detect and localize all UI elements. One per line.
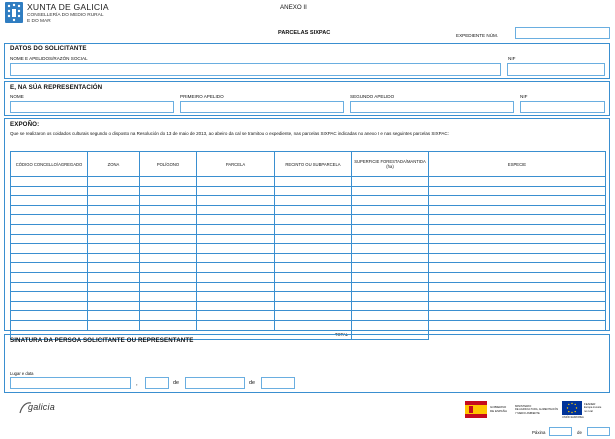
col-header-species: ESPECIE [429,152,606,177]
table-cell[interactable] [352,292,429,302]
col-header-parcel: PARCELA [197,152,275,177]
table-cell[interactable] [88,320,140,330]
galicia-logo [18,401,78,415]
table-cell[interactable] [429,311,606,321]
annex-title: ANEXO II [280,4,307,11]
table-row [11,272,606,282]
table-cell[interactable] [11,177,88,187]
table-cell[interactable] [197,253,275,263]
table-cell[interactable] [88,205,140,215]
table-cell[interactable] [11,186,88,196]
table-cell[interactable] [352,282,429,292]
table-cell[interactable] [197,244,275,254]
table-cell[interactable] [88,253,140,263]
table-cell[interactable] [11,196,88,206]
rep-nif-label: NIF [520,94,528,99]
table-row [11,196,606,206]
table-cell[interactable] [429,320,606,330]
spain-gov-logo [465,401,559,418]
applicant-name-label: NOME E APELIDOS/RAZÓN SOCIAL [10,56,88,61]
table-cell[interactable] [197,320,275,330]
table-cell[interactable] [140,224,197,234]
table-cell[interactable] [429,196,606,206]
table-cell[interactable] [140,244,197,254]
signature-title: SINATURA DA PERSOA SOLICITANTE OU REPRESENTANTE [10,337,194,344]
table-cell[interactable] [11,320,88,330]
total-label: TOTAL [11,330,352,340]
form-title: PARCELAS SIXPAC [278,30,331,36]
day-field[interactable] [145,377,169,389]
spain-flag-icon [465,401,487,418]
table-cell[interactable] [429,234,606,244]
table-cell[interactable] [429,177,606,187]
rep-nif-field[interactable] [520,101,605,113]
table-cell[interactable] [197,272,275,282]
table-row [11,215,606,225]
table-cell[interactable] [140,234,197,244]
table-cell[interactable] [140,272,197,282]
table-cell[interactable] [197,263,275,273]
table-cell[interactable] [88,301,140,311]
dept-line-1: CONSELLERÍA DO MEDIO RURAL [27,13,104,18]
table-cell[interactable] [11,311,88,321]
table-cell[interactable] [88,263,140,273]
table-cell[interactable] [197,205,275,215]
table-cell[interactable] [352,311,429,321]
table-cell[interactable] [140,205,197,215]
table-cell[interactable] [275,224,352,234]
month-field[interactable] [185,377,245,389]
xunta-shield-icon [5,2,23,23]
rep-surname1-field[interactable] [180,101,344,113]
table-cell[interactable] [140,215,197,225]
table-cell[interactable] [429,292,606,302]
dept-line-2: E DO MAR [27,19,51,24]
table-cell[interactable] [429,253,606,263]
table-row [11,263,606,273]
statement-text: Que se realizaron os coidados culturais segundo o disposto na Resolución do 13 de maio de 2013, ao abeiro da cal se tramitou o expediente, nas parcelas SIXPAC indicadas no anexo I e nas seguintes parcelas SIXPAC: [10,131,449,136]
table-row [11,301,606,311]
applicant-nif-field[interactable] [507,63,605,76]
file-number-label: EXPEDIENTE NÚM. [456,33,499,38]
table-cell[interactable] [275,301,352,311]
ministry-text-1: MINISTERIO [515,404,532,408]
table-row [11,177,606,187]
table-cell[interactable] [11,234,88,244]
table-cell[interactable] [140,177,197,187]
representative-title: E, NA SÚA REPRESENTACIÓN [10,84,103,91]
of-pages-label: de [577,430,582,435]
col-header-polygon: POLÍGONO [140,152,197,177]
table-cell[interactable] [352,224,429,234]
table-cell[interactable] [11,272,88,282]
rep-name-label: NOME [10,94,24,99]
table-cell[interactable] [11,292,88,302]
rep-surname1-label: PRIMEIRO APELIDO [180,94,224,99]
table-cell[interactable] [429,224,606,234]
table-cell[interactable] [88,272,140,282]
table-cell[interactable] [11,244,88,254]
table-cell[interactable] [352,186,429,196]
year-field[interactable] [261,377,295,389]
table-cell[interactable] [140,301,197,311]
table-row [11,320,606,330]
table-cell[interactable] [352,196,429,206]
table-cell[interactable] [275,177,352,187]
table-cell[interactable] [352,177,429,187]
table-row [11,205,606,215]
table-cell[interactable] [429,205,606,215]
eu-feader-logo [562,401,610,421]
table-cell[interactable] [88,177,140,187]
table-cell[interactable] [429,301,606,311]
table-cell[interactable] [11,224,88,234]
table-body [11,177,606,340]
table-cell[interactable] [140,196,197,206]
gov-text-2: DE ESPAÑA [490,409,507,413]
table-cell[interactable] [88,186,140,196]
table-cell[interactable] [88,292,140,302]
table-cell[interactable] [197,301,275,311]
galicia-logo-text: galicia [28,402,55,412]
rep-name-field[interactable] [10,101,174,113]
table-cell[interactable] [352,215,429,225]
feader-text-3: no rural [584,410,593,413]
file-number-field[interactable] [515,27,610,39]
col-header-area: SUPERFICIE FORESTADA/MANTIDA (ha) [352,152,429,177]
table-cell[interactable] [88,311,140,321]
table-cell[interactable] [197,186,275,196]
rep-surname2-field[interactable] [350,101,514,113]
parcels-table [10,151,606,340]
table-cell[interactable] [352,301,429,311]
table-row [11,282,606,292]
table-cell[interactable] [352,263,429,273]
table-cell[interactable] [88,215,140,225]
table-cell[interactable] [197,215,275,225]
table-cell[interactable] [88,196,140,206]
table-cell[interactable] [11,301,88,311]
table-cell[interactable] [275,234,352,244]
table-cell[interactable] [275,263,352,273]
table-cell[interactable] [197,177,275,187]
table-cell[interactable] [275,292,352,302]
applicant-nif-label: NIF [508,56,516,61]
table-row [11,311,606,321]
table-cell[interactable] [429,215,606,225]
table-cell[interactable] [11,253,88,263]
table-cell[interactable] [429,282,606,292]
table-row [11,292,606,302]
table-cell[interactable] [352,253,429,263]
table-cell[interactable] [197,292,275,302]
table-cell[interactable] [275,282,352,292]
table-cell[interactable] [275,215,352,225]
feader-text-2: Europa investe [584,406,602,409]
table-cell[interactable] [140,282,197,292]
table-cell[interactable] [140,311,197,321]
ministry-text-3: Y MEDIO AMBIENTE [515,412,540,415]
table-cell[interactable] [140,320,197,330]
rep-surname2-label: SEGUNDO APELIDO [350,94,395,99]
table-row [11,224,606,234]
table-cell[interactable] [429,186,606,196]
table-cell[interactable] [275,186,352,196]
place-field[interactable] [10,377,131,389]
table-row [11,186,606,196]
col-header-code: CÓDIGO CONCELLO/AGREGADO [11,152,88,177]
date-of-label-1: de [173,380,179,386]
table-cell[interactable] [352,234,429,244]
col-header-zone: ZONA [88,152,140,177]
table-cell[interactable] [88,234,140,244]
table-cell[interactable] [11,263,88,273]
place-date-label: Lugar e data [10,371,34,376]
table-row [11,244,606,254]
statement-title: EXPOÑO: [10,121,40,128]
table-cell[interactable] [352,244,429,254]
table-cell[interactable] [275,196,352,206]
table-cell[interactable] [352,320,429,330]
table-cell[interactable] [275,272,352,282]
table-cell[interactable] [11,215,88,225]
table-row [11,234,606,244]
table-cell[interactable] [197,311,275,321]
table-cell[interactable] [352,272,429,282]
table-cell[interactable] [140,292,197,302]
table-cell[interactable] [11,282,88,292]
page-label: Páxina [532,430,546,435]
table-cell[interactable] [197,282,275,292]
table-cell[interactable] [140,186,197,196]
table-cell[interactable] [88,244,140,254]
date-of-label-2: de [249,380,255,386]
table-header-row [11,152,606,177]
eu-flag-icon [562,401,582,415]
table-cell[interactable] [275,205,352,215]
table-cell[interactable] [429,272,606,282]
applicant-name-field[interactable] [10,63,501,76]
table-cell[interactable] [88,282,140,292]
table-cell[interactable] [429,263,606,273]
org-name: XUNTA DE GALICIA [27,2,109,12]
table-cell[interactable] [88,224,140,234]
eu-text: UNIÓN EUROPEA [562,416,584,419]
table-cell[interactable] [140,263,197,273]
gov-text-1: GOBIERNO [490,405,507,409]
table-cell[interactable] [197,196,275,206]
table-cell[interactable] [352,205,429,215]
table-row [11,253,606,263]
table-cell[interactable] [275,320,352,330]
total-pages-field[interactable] [587,427,610,436]
table-cell[interactable] [197,224,275,234]
page-number-field[interactable] [549,427,572,436]
applicant-title: DATOS DO SOLICITANTE [10,45,87,52]
table-cell[interactable] [197,234,275,244]
table-cell[interactable] [275,253,352,263]
table-cell[interactable] [275,311,352,321]
table-cell[interactable] [11,205,88,215]
table-cell[interactable] [275,244,352,254]
col-header-enclosure: RECINTO OU SUBPARCELA [275,152,352,177]
ministry-text-2: DE AGRICULTURA, ALIMENTACIÓN [515,408,559,411]
feader-text-1: FEADER [584,402,596,406]
place-comma: , [136,381,138,387]
table-cell[interactable] [140,253,197,263]
table-cell[interactable] [429,244,606,254]
xunta-logo [5,2,125,26]
